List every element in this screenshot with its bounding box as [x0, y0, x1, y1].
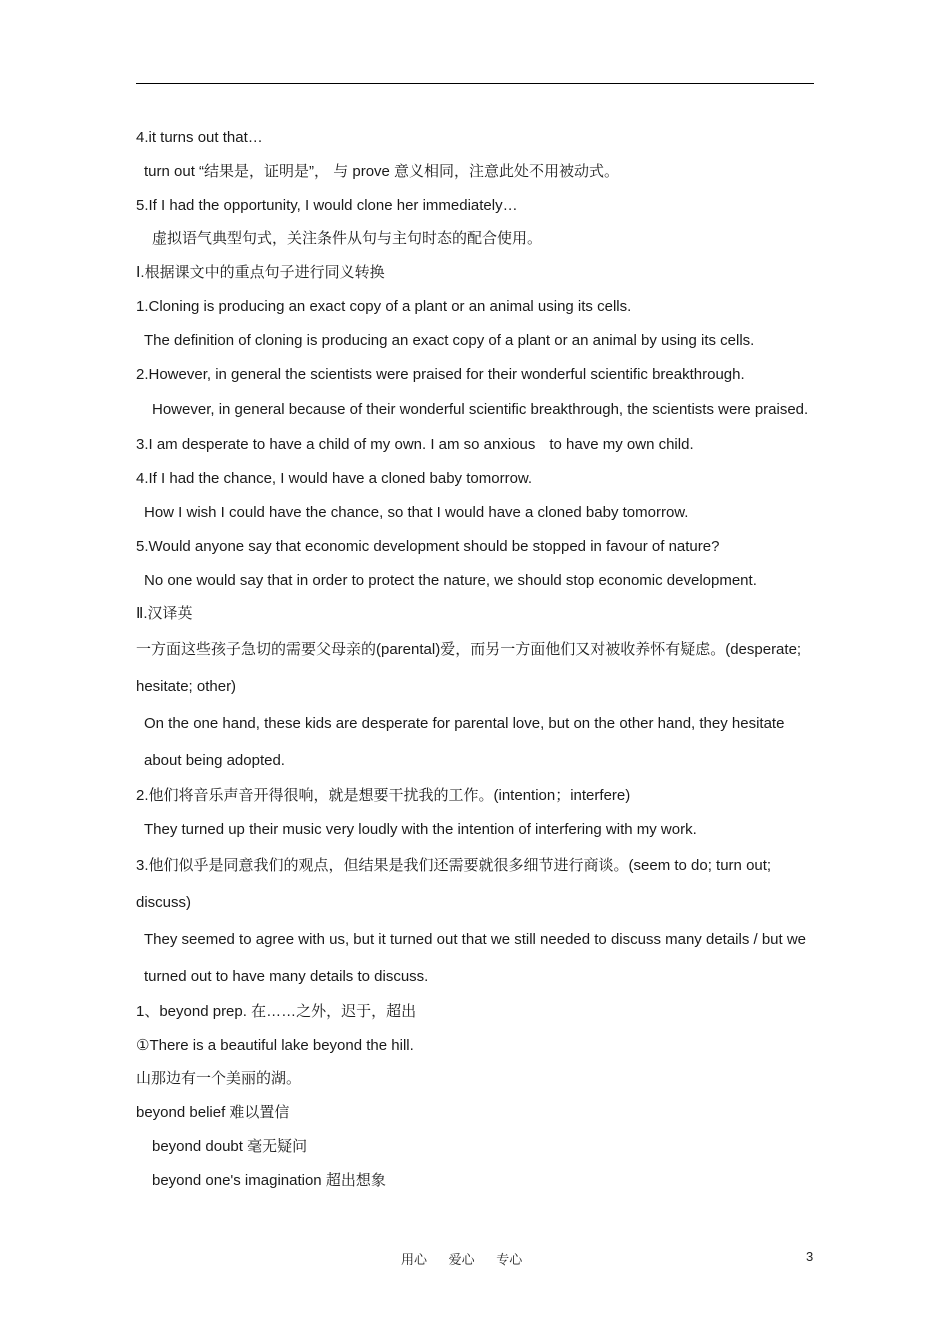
exercise-2-answer: However, in general because of their wonderful scientific breakthrough, the scientists were praised.: [152, 401, 809, 419]
translation-3-prompt: 3.他们似乎是同意我们的观点，但结果是我们还需要就很多细节进行商谈。(seem to do; turn out; discuss): [136, 856, 772, 911]
footer-motto-3: 专心: [496, 1252, 523, 1267]
vocab-beyond-example-translation: 山那边有一个美丽的湖。: [136, 1070, 302, 1088]
exercise-3-sentence: [136, 428, 814, 462]
point-5-heading: 5.If I had the opportunity, I would clone her immediately…: [136, 196, 518, 214]
page-number: 3: [806, 1249, 814, 1264]
phrase-beyond-belief: beyond belief 难以置信: [136, 1104, 290, 1122]
section-1-heading: Ⅰ.根据课文中的重点句子进行同义转换: [136, 264, 385, 282]
point-5-note: 虚拟语气典型句式，关注条件从句与主句时态的配合使用。: [152, 230, 543, 248]
exercise-2-sentence: 2.However, in general the scientists were praised for their wonderful scientific breakthrough.: [136, 365, 745, 383]
translation-1-answer: On the one hand, these kids are desperate for parental love, but on the other hand, they hesitate about being adopted.: [144, 715, 785, 770]
exercise-4-answer: How I wish I could have the chance, so that I would have a cloned baby tomorrow.: [144, 503, 689, 521]
exercise-3-part-b: to have my own child.: [549, 436, 694, 454]
header-rule: [136, 83, 814, 84]
exercise-1-sentence: 1.Cloning is producing an exact copy of a plant or an animal using its cells.: [136, 297, 632, 315]
point-4-heading: 4.it turns out that…: [136, 129, 263, 146]
vocab-beyond-heading: 1、beyond prep. 在……之外，迟于，超出: [136, 1002, 417, 1020]
footer-motto-1: 用心: [401, 1252, 428, 1267]
translation-2-answer: They turned up their music very loudly with the intention of interfering with my work.: [144, 820, 697, 838]
exercise-4-sentence: 4.If I had the chance, I would have a cloned baby tomorrow.: [136, 470, 533, 488]
exercise-3-part-a: 3.I am desperate to have a child of my own. I am so anxious: [136, 436, 536, 454]
section-2-heading: Ⅱ.汉译英: [136, 605, 193, 623]
phrase-beyond-imagination: beyond one's imagination 超出想象: [152, 1171, 386, 1189]
exercise-5-answer: No one would say that in order to protect the nature, we should stop economic development.: [144, 571, 757, 589]
vocab-beyond-example: ①There is a beautiful lake beyond the hill.: [136, 1036, 414, 1054]
footer-motto: [401, 1249, 540, 1268]
phrase-beyond-doubt: beyond doubt 毫无疑问: [152, 1137, 308, 1155]
translation-3-answer: They seemed to agree with us, but it turned out that we still needed to discuss many details / but we turned out to have many details to discuss.: [144, 930, 807, 985]
document-body: [136, 121, 814, 1198]
exercise-1-answer: The definition of cloning is producing an exact copy of a plant or an animal by using its cells.: [144, 331, 755, 349]
point-4-note: turn out “结果是，证明是”， 与 prove 意义相同，注意此处不用被动式。: [144, 162, 620, 180]
exercise-5-sentence: 5.Would anyone say that economic development should be stopped in favour of nature?: [136, 537, 720, 555]
translation-2-prompt: 2.他们将音乐声音开得很响，就是想要干扰我的工作。(intention；interfere): [136, 787, 631, 805]
footer-motto-2: 爱心: [448, 1252, 475, 1267]
translation-1-prompt: 一方面这些孩子急切的需要父母亲的(parental)爱，而另一方面他们又对被收养怀有疑虑。(desperate; hesitate; other): [136, 641, 802, 696]
